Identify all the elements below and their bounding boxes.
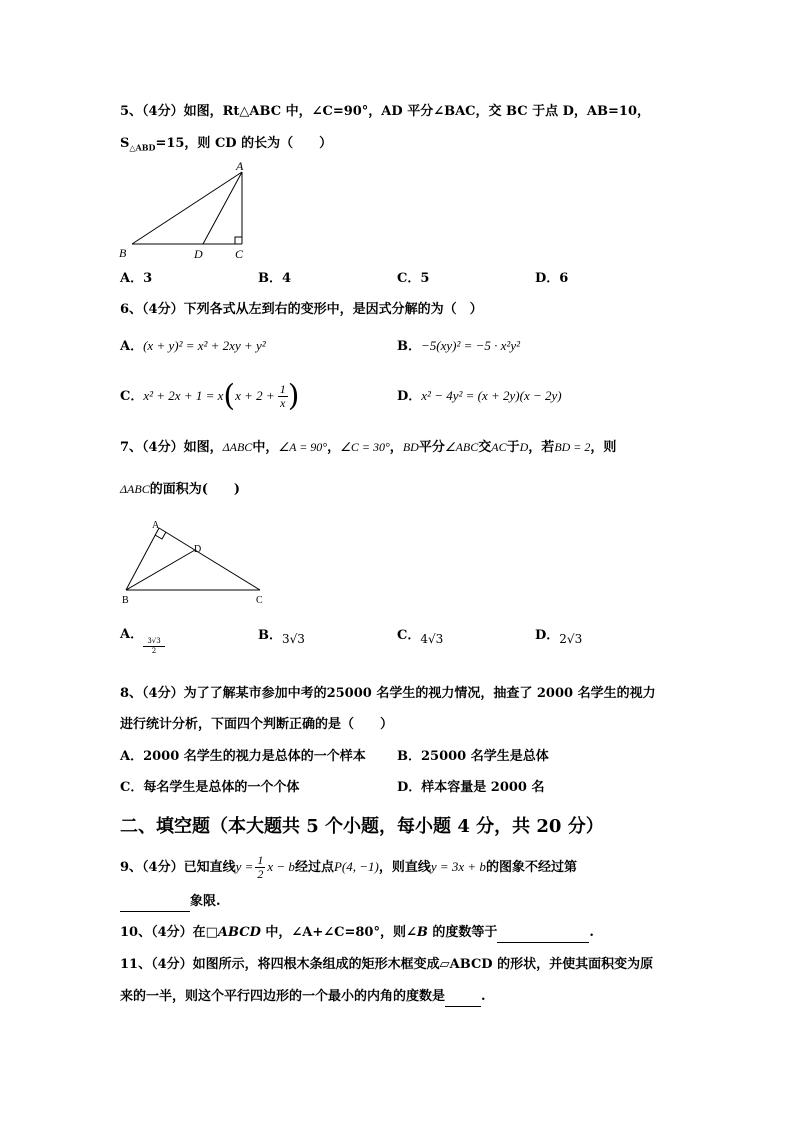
q5-stem-line1: 5、（4分）如图，Rt△ABC 中，∠C=90°，AD 平分∠BAC，交 BC 于点 D，AB=10， xyxy=(120,104,650,119)
q9-answer-blank[interactable] xyxy=(120,893,190,912)
q7-label-c: C xyxy=(256,595,263,606)
q10-abcd: ABCD xyxy=(217,925,261,940)
q6-option-c-expr: x² + 2x + 1 = x xyxy=(143,388,224,403)
q7-stem-line2 xyxy=(120,480,240,499)
q7-option-b-expr: 3√3 xyxy=(282,632,305,646)
q8-option-a[interactable]: A．2000 名学生的视力是总体的一个样本 xyxy=(120,749,366,764)
q6-option-c-paren: x + 2 + xyxy=(235,388,275,403)
q5-figure xyxy=(115,158,255,264)
q7-angle-c: ∠C = 30° xyxy=(340,440,390,454)
q7-angle-a: ∠A = 90° xyxy=(278,440,328,454)
q5-label-d: D xyxy=(194,247,203,261)
q7-option-d-label: D． xyxy=(535,628,560,643)
q10-answer-blank[interactable] xyxy=(497,924,589,943)
q9-line2: 象限. xyxy=(190,894,221,909)
q7-label-d: D xyxy=(194,544,202,555)
q8-option-b[interactable]: B．25000 名学生是总体 xyxy=(397,749,549,764)
q9-frac-den: 2 xyxy=(257,867,264,881)
q9-point: P(4, −1) xyxy=(333,859,379,874)
q6-option-d-expr: x² − 4y² = (x + 2y)(x − 2y) xyxy=(421,388,562,403)
q5-area-sub: △ABD xyxy=(129,142,156,153)
section-2-title: 二、填空题（本大题共 5 个小题，每小题 4 分，共 20 分） xyxy=(120,816,604,837)
q7-bd: BD xyxy=(402,440,419,454)
q5-option-b[interactable]: B．4 xyxy=(258,271,292,286)
q5-label-c: C xyxy=(235,247,244,261)
q7-label-b: B xyxy=(122,595,129,606)
q9-tail: 的图象不经过第 xyxy=(485,860,577,875)
q10-prefix: 10、（4分）在□ xyxy=(120,925,218,940)
q5-option-d[interactable]: D．6 xyxy=(535,271,569,286)
q7-sep2: ， xyxy=(389,440,403,455)
q6-stem: 6、（4分）下列各式从左到右的变形中，是因式分解的为（ ） xyxy=(120,302,483,317)
q9-frac-num: 1 xyxy=(257,853,264,867)
q10-b: B xyxy=(416,925,428,940)
q9-mid: ，则直线 xyxy=(378,860,431,875)
q7-option-a[interactable] xyxy=(120,626,143,644)
q6-option-c[interactable]: C．x² + 2x + 1 = x(x + 2 + $\frac{1}{x}$ ) xyxy=(120,378,300,414)
q9-prefix: 9、（4分）已知直线 xyxy=(120,860,236,875)
q6-option-a-label: A． xyxy=(120,339,144,354)
q8-option-d[interactable]: D．样本容量是 2000 名 xyxy=(397,780,545,795)
q7-line2-rest: 的面积为( ) xyxy=(149,482,241,497)
q7-stem-line1 xyxy=(120,438,616,457)
q6-option-b[interactable] xyxy=(397,337,520,356)
q7-ruo: ，若 xyxy=(528,440,555,455)
q11-end: . xyxy=(481,989,486,1004)
q7-option-d[interactable] xyxy=(535,626,582,645)
q9-pass: 经过点 xyxy=(294,860,334,875)
q7-d: D xyxy=(519,440,529,454)
q7-option-a-num: 3√3 xyxy=(143,637,165,647)
q7-pingfen: 平分 xyxy=(418,440,445,455)
q5-stem-rest: =15，则 CD 的长为（ ） xyxy=(155,136,333,151)
q7-option-a-den: 2 xyxy=(151,647,157,655)
q9-line2-expr: y = 3x + b xyxy=(430,859,486,874)
q5-label-a: A xyxy=(236,159,244,173)
q7-option-a-frac xyxy=(143,637,165,656)
q7-line2-tri: ΔABC xyxy=(120,482,150,496)
q6-option-c-frac-num: 1 xyxy=(279,382,286,396)
q11-stem-line1: 11、（4分）如图所示，将四根木条组成的矩形木框变成▱ABCD 的形状，并使其面积变为原 xyxy=(120,957,654,972)
q7-option-d-expr: 2√3 xyxy=(559,632,583,646)
q7-zhong: 中， xyxy=(252,440,279,455)
q7-option-c-expr: 4√3 xyxy=(420,632,444,646)
q6-option-d-label: D． xyxy=(397,389,422,404)
q8-option-c[interactable]: C．每名学生是总体的一个个体 xyxy=(120,780,300,795)
q7-ze: ，则 xyxy=(590,440,617,455)
q5-area-s: S xyxy=(120,136,130,151)
q11-stem-line2 xyxy=(120,988,486,1007)
q6-option-d[interactable] xyxy=(397,387,562,406)
q10-stem xyxy=(120,924,594,943)
q6-option-a[interactable] xyxy=(120,337,266,356)
q7-option-b[interactable] xyxy=(258,626,305,645)
q5-option-a[interactable]: A．3 xyxy=(120,271,153,286)
q9-stem-line2 xyxy=(120,893,221,912)
q7-ac: AC xyxy=(491,440,507,454)
q10-end: . xyxy=(589,925,594,940)
q6-option-b-label: B． xyxy=(397,339,421,354)
q7-jiao: 交 xyxy=(478,440,492,455)
q11-answer-blank[interactable] xyxy=(445,988,481,1007)
q7-option-b-label: B． xyxy=(258,628,282,643)
q7-yu: 于 xyxy=(506,440,520,455)
q7-stem-prefix: 7、（4分）如图， xyxy=(120,440,223,455)
q7-label-a: A xyxy=(152,520,160,531)
q6-option-c-label: C． xyxy=(120,389,144,404)
q7-angle-abc: ∠ABC xyxy=(444,440,479,454)
q6-option-c-frac-den: x xyxy=(280,396,286,410)
q7-tri: ΔABC xyxy=(222,440,253,454)
q8-stem-line1: 8、（4分）为了了解某市参加中考的25000 名学生的视力情况，抽查了 2000 名学生的视力 xyxy=(120,686,656,701)
q10-mid: 中，∠A+∠C=80°，则∠ xyxy=(260,925,417,940)
q9-y-eq: y = xyxy=(235,859,254,874)
q7-figure xyxy=(115,518,275,610)
q5-label-b: B xyxy=(119,246,127,260)
q5-stem-line2 xyxy=(120,135,332,157)
q6-option-b-expr: −5(xy)² = −5 · x²y² xyxy=(421,338,520,353)
q10-tail: 的度数等于 xyxy=(427,925,498,940)
q5-option-c[interactable]: C．5 xyxy=(397,271,430,286)
q9-stem-line1 xyxy=(120,849,577,885)
q11-line2: 来的一半，则这个平行四边形的一个最小的内角的度数是 xyxy=(120,989,446,1004)
q6-option-a-expr: (x + y)² = x² + 2xy + y² xyxy=(143,338,266,353)
q7-option-c[interactable] xyxy=(397,626,443,645)
q7-option-c-label: C． xyxy=(397,628,421,643)
q9-expr: x − b xyxy=(267,859,295,874)
q7-sep1: ， xyxy=(327,440,341,455)
q8-stem-line2: 进行统计分析，下面四个判断正确的是（ ） xyxy=(120,717,394,732)
q7-bd-eq: BD = 2 xyxy=(554,440,591,454)
q7-option-a-label: A． xyxy=(120,627,144,642)
